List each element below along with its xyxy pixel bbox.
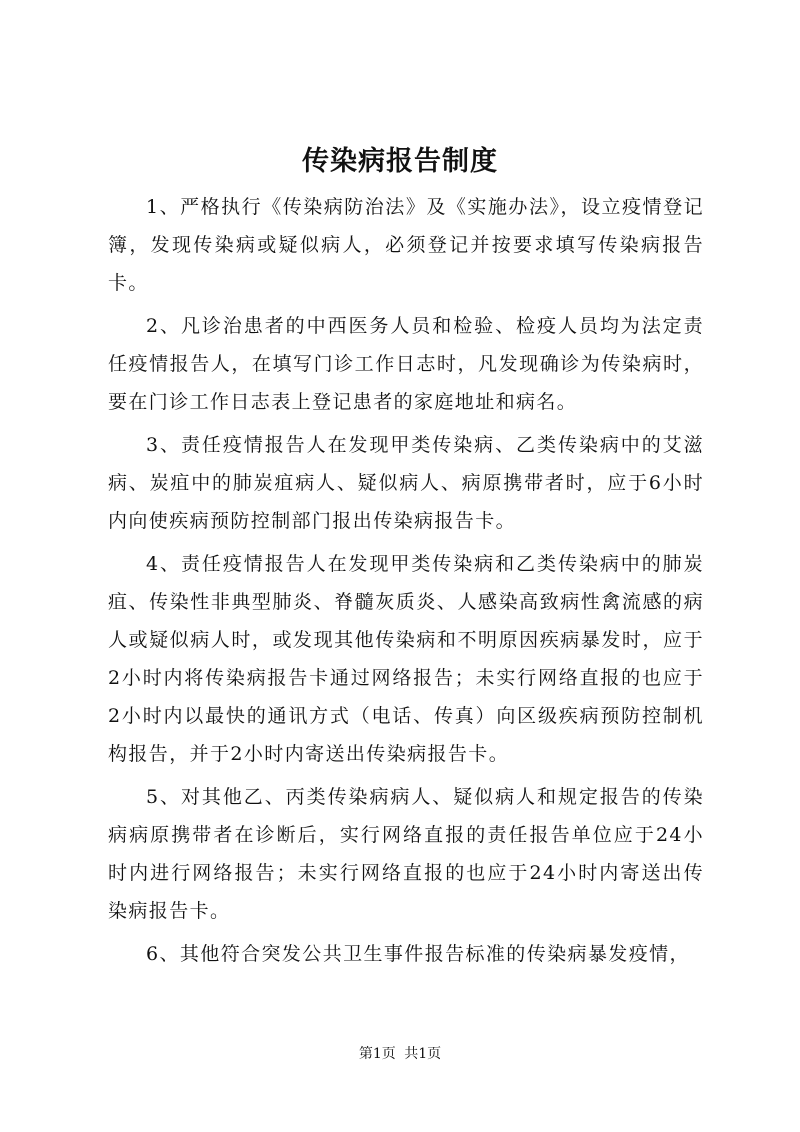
page-footer: 第1页 共1页 bbox=[358, 1046, 442, 1062]
document-body bbox=[108, 188, 704, 978]
paragraph-2: 2、凡诊治患者的中西医务人员和检验、检疫人员均为法定责任疫情报告人，在填写门诊工作日志时，凡发现确诊为传染病时，要在门诊工作日志表上登记患者的家庭地址和病名。 bbox=[108, 315, 704, 413]
document-title: 传染病报告制度 bbox=[302, 146, 498, 177]
paragraph-1: 1、严格执行《传染病防治法》及《实施办法》，设立疫情登记簿，发现传染病或疑似病人，必须登记并按要求填写传染病报告卡。 bbox=[108, 196, 704, 294]
paragraph-4: 4、责任疫情报告人在发现甲类传染病和乙类传染病中的肺炭疽、传染性非典型肺炎、脊髓灰质炎、人感染高致病性禽流感的病人或疑似病人时，或发现其他传染病和不明原因疾病暴发时，应于2小时内将传染病报告卡通过网络报告；未实行网络直报的也应于2小时内以最快的通讯方式（电话、传真）向区级疾病预防控制机构报告，并于2小时内寄送出传染病报告卡。 bbox=[108, 553, 704, 765]
paragraph-3: 3、责任疫情报告人在发现甲类传染病、乙类传染病中的艾滋病、炭疽中的肺炭疽病人、疑似病人、病原携带者时，应于6小时内向使疾病预防控制部门报出传染病报告卡。 bbox=[108, 434, 704, 532]
paragraph-5: 5、对其他乙、丙类传染病病人、疑似病人和规定报告的传染病病原携带者在诊断后，实行网络直报的责任报告单位应于24小时内进行网络报告；未实行网络直报的也应于24小时内寄送出传染病报告卡。 bbox=[108, 786, 704, 922]
paragraph-6: 6、其他符合突发公共卫生事件报告标准的传染病暴发疫情， bbox=[146, 943, 690, 965]
